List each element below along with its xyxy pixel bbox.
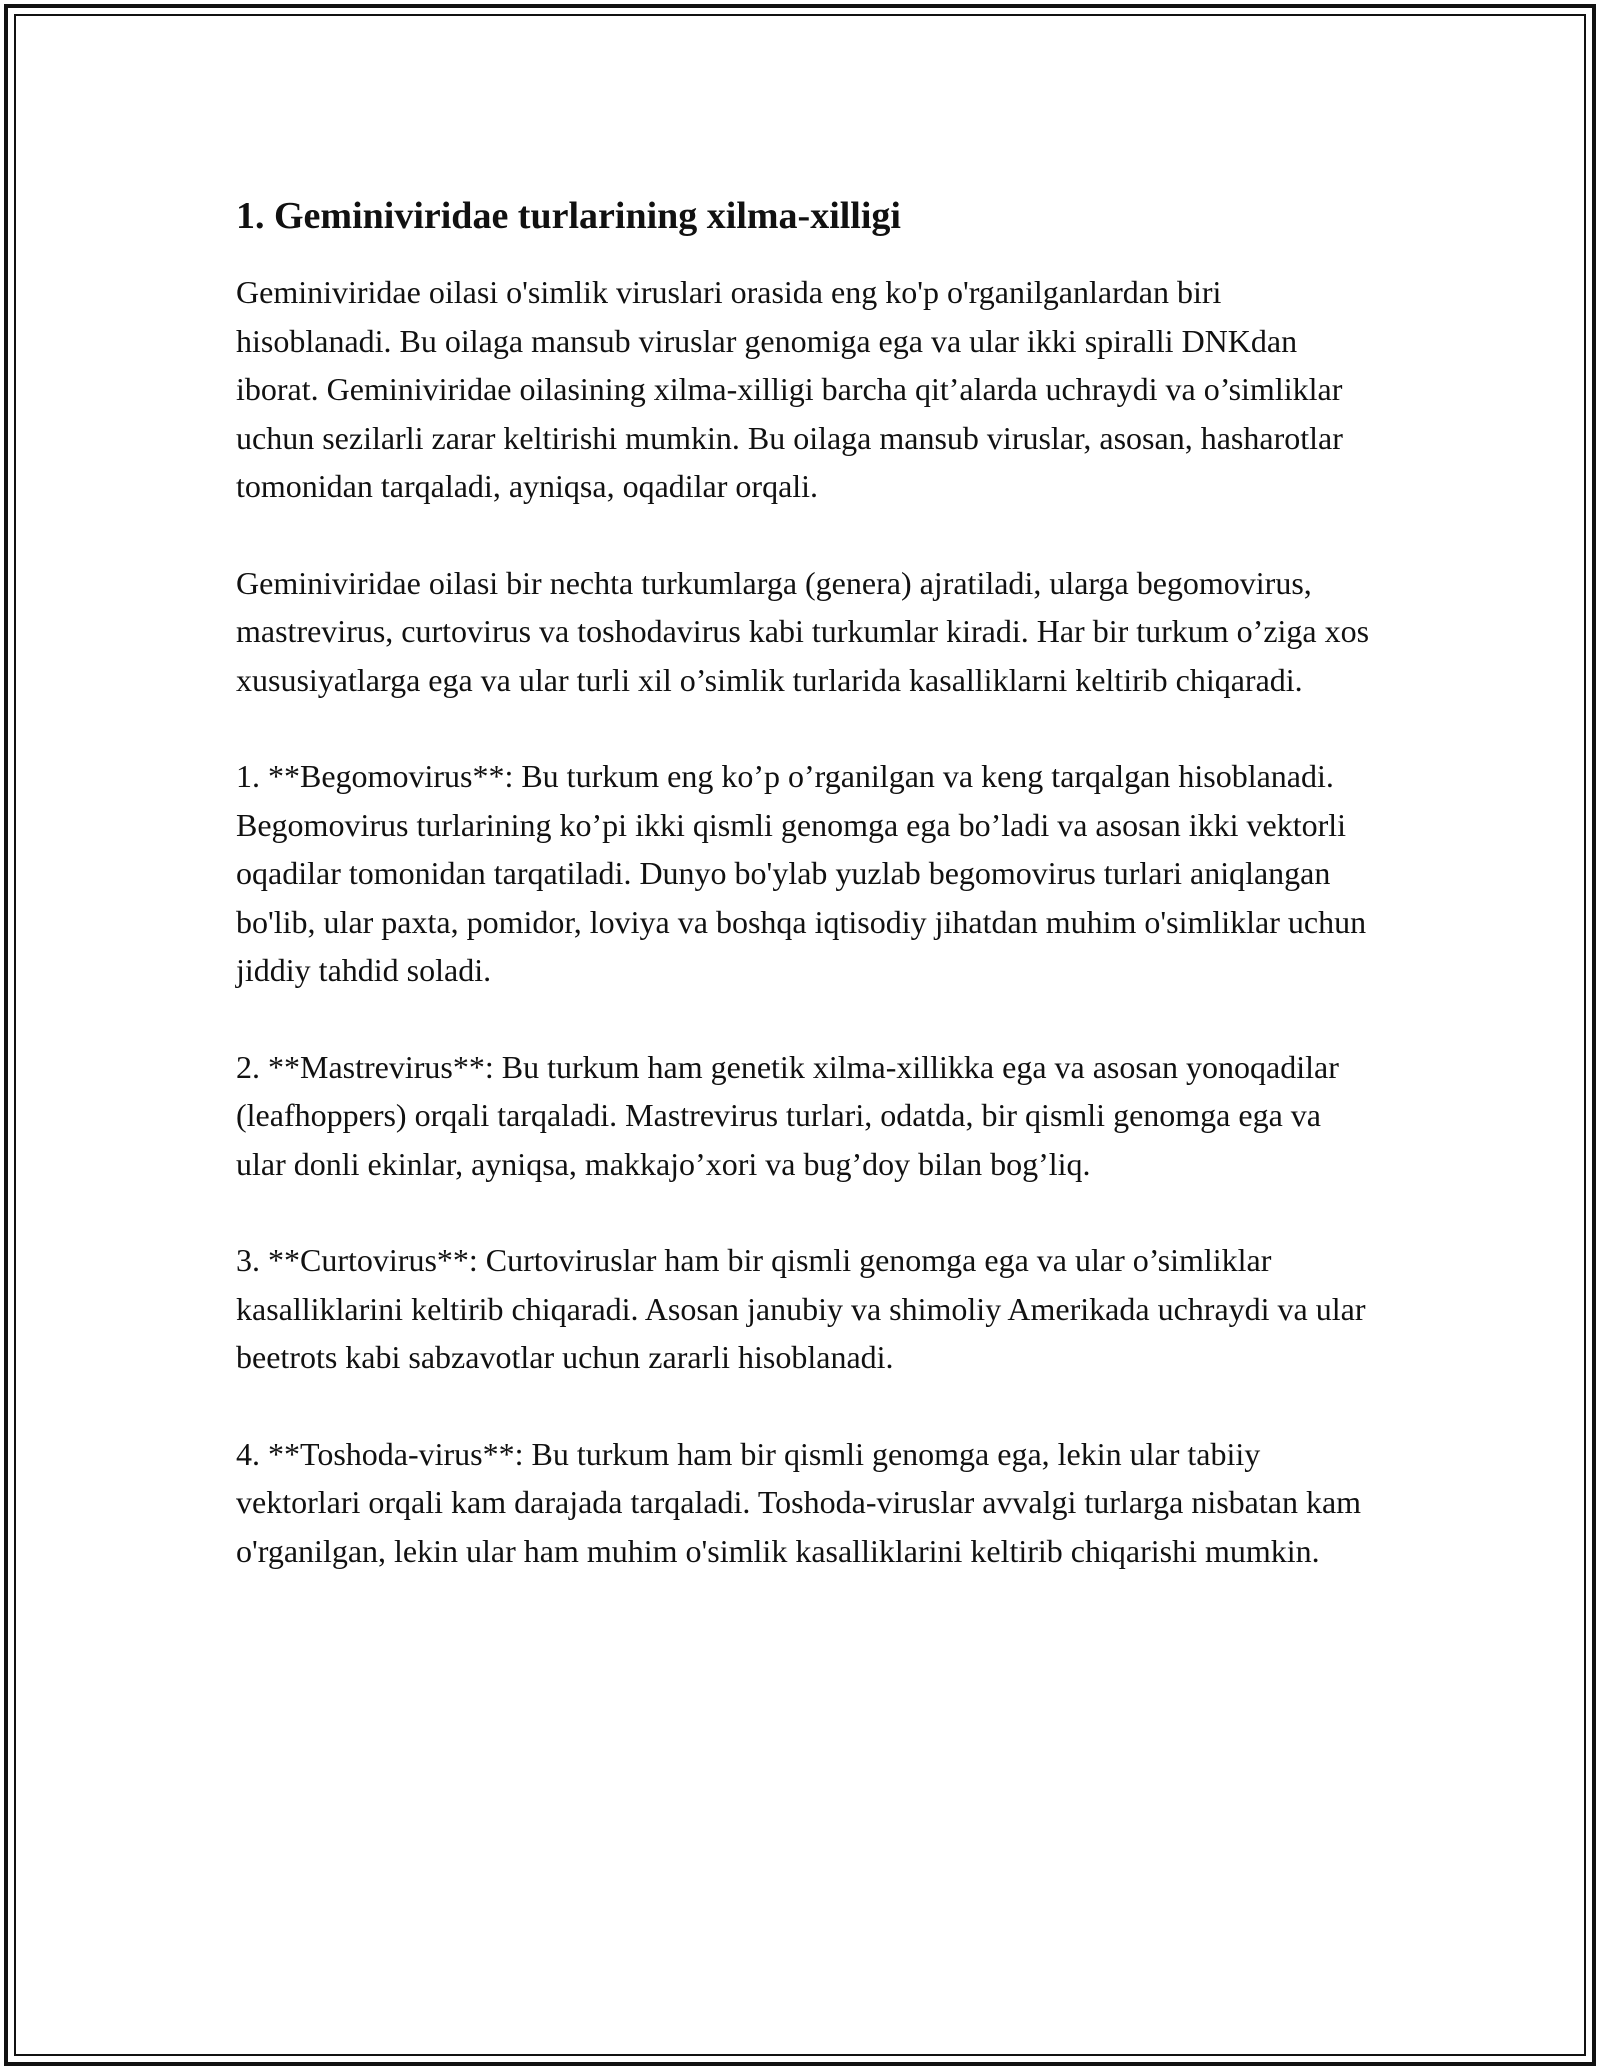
paragraph-toshoda-virus: 4. **Toshoda-virus**: Bu turkum ham bir qismli genomga ega, lekin ular tabiiy vektorlari orqali kam darajada tarqaladi. Toshoda-viruslar avvalgi turlarga nisbatan kam o'rganilgan, lekin ular ham muhim o'simlik kasalliklarini keltirib chiqarishi mumkin. (236, 1435, 1362, 1569)
document-body (236, 190, 1376, 1623)
document-title: 1. Geminiviridae turlarining xilma-xilligi (236, 195, 901, 237)
paragraph-genera: Geminiviridae oilasi bir nechta turkumlarga (genera) ajratiladi, ularga begomovirus, mastrevirus, curtovirus va toshodavirus kabi turkumlar kiradi. Har bir turkum o’ziga xos xususiyatlarga ega va ular turli xil o’simlik turlarida kasalliklarni keltirib chiqaradi. (236, 564, 1370, 698)
paragraph-curtovirus: 3. **Curtovirus**: Curtoviruslar ham bir qismli genomga ega va ular o’simliklar kasalliklarini keltirib chiqaradi. Asosan janubiy va shimoliy Amerikada uchraydi va ular beetrots kabi sabzavotlar uchun zararli hisoblanadi. (236, 1242, 1366, 1375)
paragraph-begomovirus: 1. **Begomovirus**: Bu turkum eng ko’p o’rganilgan va keng tarqalgan hisoblanadi. Begomovirus turlarining ko’pi ikki qismli genomga ega bo’ladi va asosan ikki vektorli oqadilar tomonidan tarqatiladi. Dunyo bo'ylab yuzlab begomovirus turlari aniqlangan bo'lib, ular paxta, pomidor, loviya va boshqa iqtisodiy jihatdan muhim o'simliklar uchun jiddiy tahdid soladi. (236, 758, 1367, 988)
paragraph-mastrevirus: 2. **Mastrevirus**: Bu turkum ham genetik xilma-xillikka ega va asosan yonoqadilar (leafhoppers) orqali tarqaladi. Mastrevirus turlari, odatda, bir qismli genomga ega va ular donli ekinlar, ayniqsa, makkajo’xori va bug’doy bilan bog’liq. (236, 1048, 1339, 1182)
paragraph-intro: Geminiviridae oilasi o'simlik viruslari orasida eng ko'p o'rganilganlardan biri hisoblanadi. Bu oilaga mansub viruslar genomiga ega va ular ikki spiralli DNKdan iborat. Geminiviridae oilasining xilma-xilligi barcha qit’alarda uchraydi va o’simliklar uchun sezilarli zarar keltirishi mumkin. Bu oilaga mansub viruslar, asosan, hasharotlar tomonidan tarqaladi, ayniqsa, oqadilar orqali. (236, 274, 1343, 504)
